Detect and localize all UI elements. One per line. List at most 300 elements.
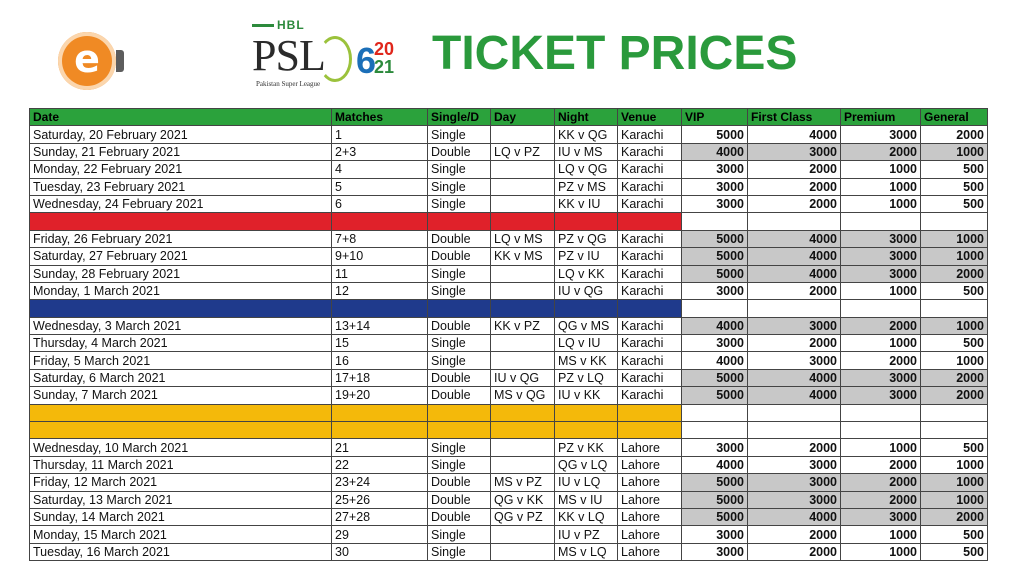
table-row [30,456,988,473]
table-cell: 3000 [841,230,921,247]
table-row [30,195,988,212]
table-cell: PZ v MS [555,178,618,195]
table-cell: 3000 [748,456,841,473]
table-cell: Karachi [618,369,682,386]
table-cell: 1000 [921,143,988,160]
table-cell: IU v QG [491,369,555,386]
table-cell: Sunday, 21 February 2021 [30,143,332,160]
table-row [30,526,988,543]
separator-cell [618,422,682,439]
table-cell: Double [428,387,491,404]
psl-wordmark: PSL [252,31,325,80]
table-cell: Double [428,248,491,265]
table-cell: Tuesday, 23 February 2021 [30,178,332,195]
table-cell: KK v LQ [555,508,618,525]
separator-cell [428,213,491,230]
table-row [30,491,988,508]
table-cell: 4000 [748,126,841,143]
table-cell: 500 [921,161,988,178]
table-cell: 1000 [921,352,988,369]
separator-cell [332,300,428,317]
table-row [30,387,988,404]
separator-cell [618,404,682,421]
table-cell: Karachi [618,161,682,178]
separator-row [30,213,988,230]
table-cell: 3000 [682,526,748,543]
table-cell: 3000 [841,248,921,265]
table-cell: 2000 [841,143,921,160]
table-cell: Single [428,195,491,212]
table-cell [491,526,555,543]
table-cell: 9+10 [332,248,428,265]
table-cell: 2000 [748,439,841,456]
psl-cricket-icon [318,36,352,82]
separator-cell [332,422,428,439]
table-body [30,126,988,561]
table-cell: Sunday, 7 March 2021 [30,387,332,404]
table-cell: 3000 [841,126,921,143]
table-cell: MS v QG [491,387,555,404]
season-year-top: 20 [374,39,395,59]
table-cell: 1000 [841,161,921,178]
table-cell: Saturday, 20 February 2021 [30,126,332,143]
table-cell: 3000 [841,508,921,525]
separator-cell [748,422,841,439]
table-cell: 1000 [841,526,921,543]
table-cell: 500 [921,195,988,212]
table-cell: Sunday, 28 February 2021 [30,265,332,282]
table-cell: 25+26 [332,491,428,508]
table-cell: 12 [332,282,428,299]
table-cell: IU v PZ [555,526,618,543]
table-cell: Saturday, 6 March 2021 [30,369,332,386]
table-cell: Single [428,126,491,143]
table-cell: PZ v LQ [555,369,618,386]
table-cell: Sunday, 14 March 2021 [30,508,332,525]
separator-cell [921,300,988,317]
separator-cell [921,213,988,230]
table-cell: 4000 [748,248,841,265]
season-number: 6 [356,40,377,81]
table-cell: 4000 [682,456,748,473]
table-row [30,161,988,178]
table-cell: 500 [921,335,988,352]
season-year-bottom: 21 [374,57,395,77]
table-cell: 1000 [921,456,988,473]
table-cell: 5000 [682,508,748,525]
table-cell: MS v KK [555,352,618,369]
separator-cell [491,404,555,421]
table-cell: QG v LQ [555,456,618,473]
season-year [374,40,394,76]
separator-cell [428,300,491,317]
table-cell: LQ v MS [491,230,555,247]
table-cell: Karachi [618,335,682,352]
table-cell: 5000 [682,126,748,143]
table-cell: 2000 [841,491,921,508]
table-cell: 4000 [682,317,748,334]
table-cell: 500 [921,439,988,456]
table-row [30,265,988,282]
table-cell: 5000 [682,369,748,386]
table-cell: Saturday, 27 February 2021 [30,248,332,265]
table-cell: 3000 [748,491,841,508]
table-cell: IU v KK [555,387,618,404]
brand-logo-letter: e [74,37,100,81]
table-cell: Monday, 22 February 2021 [30,161,332,178]
separator-cell [682,422,748,439]
table-cell: Single [428,543,491,560]
separator-cell [682,404,748,421]
table-cell: Karachi [618,143,682,160]
table-cell: Wednesday, 24 February 2021 [30,195,332,212]
table-cell: Lahore [618,439,682,456]
column-header: Matches [332,109,428,126]
table-cell: 500 [921,282,988,299]
table-cell: 5000 [682,230,748,247]
table-cell: QG v MS [555,317,618,334]
table-cell [491,352,555,369]
table-cell: 1000 [921,230,988,247]
table-cell: IU v MS [555,143,618,160]
ticket-price-table [29,108,988,561]
column-header: Day [491,109,555,126]
table-cell: Single [428,456,491,473]
table-cell: Karachi [618,282,682,299]
hbl-psl-logo [252,18,412,96]
table-cell: 3000 [748,352,841,369]
table-cell: Double [428,508,491,525]
table-cell: 3000 [682,195,748,212]
table-cell: 1000 [841,282,921,299]
separator-cell [30,404,332,421]
table-cell: QG v KK [491,491,555,508]
table-cell: 2000 [748,526,841,543]
separator-cell [332,404,428,421]
table-cell: 2000 [921,126,988,143]
table-cell: 17+18 [332,369,428,386]
separator-cell [841,300,921,317]
table-cell: 2000 [748,161,841,178]
table-cell: Single [428,161,491,178]
table-cell: 23+24 [332,474,428,491]
column-header: Venue [618,109,682,126]
separator-row [30,404,988,421]
brand-logo [58,32,116,90]
table-cell: 30 [332,543,428,560]
table-cell: KK v IU [555,195,618,212]
table-cell: 3000 [841,369,921,386]
table-cell: MS v LQ [555,543,618,560]
column-header: Date [30,109,332,126]
separator-row [30,300,988,317]
table-cell [491,335,555,352]
column-header: First Class [748,109,841,126]
table-cell: 2000 [841,474,921,491]
table-cell: 5000 [682,387,748,404]
separator-cell [30,213,332,230]
table-cell [491,543,555,560]
table-cell: KK v QG [555,126,618,143]
separator-cell [921,404,988,421]
table-cell: 5 [332,178,428,195]
table-cell: Single [428,352,491,369]
table-cell: 1000 [841,178,921,195]
table-cell: 3000 [748,474,841,491]
table-cell: 1000 [841,543,921,560]
separator-cell [555,213,618,230]
table-cell: QG v PZ [491,508,555,525]
table-cell: Karachi [618,317,682,334]
table-cell: 1000 [921,317,988,334]
table-cell: 15 [332,335,428,352]
table-cell: Friday, 12 March 2021 [30,474,332,491]
table-row [30,352,988,369]
table-cell: 4000 [748,508,841,525]
column-header: VIP [682,109,748,126]
column-header: Night [555,109,618,126]
hbl-label: HBL [252,18,305,32]
separator-cell [921,422,988,439]
table-cell: Double [428,491,491,508]
table-cell: Karachi [618,352,682,369]
table-cell: 500 [921,178,988,195]
table-cell: Double [428,474,491,491]
table-cell: MS v PZ [491,474,555,491]
table-cell [491,282,555,299]
table-cell: 27+28 [332,508,428,525]
table-cell: Karachi [618,126,682,143]
table-cell [491,456,555,473]
table-cell: 2000 [748,543,841,560]
separator-cell [30,300,332,317]
table-cell: Tuesday, 16 March 2021 [30,543,332,560]
table-cell: Wednesday, 10 March 2021 [30,439,332,456]
table-cell: Thursday, 11 March 2021 [30,456,332,473]
table-cell: 5000 [682,491,748,508]
table-cell: 3000 [748,143,841,160]
table-row [30,248,988,265]
table-cell: 3000 [841,387,921,404]
table-row [30,543,988,560]
table-cell: KK v MS [491,248,555,265]
table-cell [491,178,555,195]
table-cell: 1000 [921,491,988,508]
table-cell: 3000 [682,178,748,195]
table-cell: IU v QG [555,282,618,299]
separator-cell [682,213,748,230]
table-cell: 3000 [682,282,748,299]
table-cell: 1000 [921,474,988,491]
table-cell: 29 [332,526,428,543]
table-cell: Karachi [618,387,682,404]
table-cell: Lahore [618,526,682,543]
table-row [30,474,988,491]
table-cell: LQ v QG [555,161,618,178]
table-cell: 4000 [748,230,841,247]
table-cell: 2000 [841,317,921,334]
separator-cell [618,213,682,230]
table-cell: Friday, 5 March 2021 [30,352,332,369]
separator-cell [748,213,841,230]
table-cell: Double [428,230,491,247]
separator-cell [30,422,332,439]
table-cell: MS v IU [555,491,618,508]
table-cell: Karachi [618,195,682,212]
table-cell: 500 [921,526,988,543]
table-cell: IU v LQ [555,474,618,491]
table-cell: 4000 [682,143,748,160]
table-cell: 3000 [682,543,748,560]
table-cell: LQ v IU [555,335,618,352]
separator-cell [332,213,428,230]
table-row [30,439,988,456]
table-cell: Monday, 1 March 2021 [30,282,332,299]
table-cell: KK v PZ [491,317,555,334]
table-cell: Double [428,369,491,386]
table-cell: 4000 [682,352,748,369]
table-cell: 1000 [841,195,921,212]
table-row [30,143,988,160]
table-cell: 2000 [921,508,988,525]
table-cell: 4000 [748,387,841,404]
table-cell: Lahore [618,508,682,525]
table-cell: 2000 [748,335,841,352]
table-cell: Monday, 15 March 2021 [30,526,332,543]
table-cell: PZ v IU [555,248,618,265]
table-cell: 1 [332,126,428,143]
table-cell: 3000 [682,439,748,456]
table-cell: Double [428,317,491,334]
table-cell: Lahore [618,474,682,491]
table-cell: Friday, 26 February 2021 [30,230,332,247]
table-cell: 5000 [682,265,748,282]
table-cell: 2000 [748,195,841,212]
table-cell: 3000 [748,317,841,334]
table-cell: 1000 [841,335,921,352]
table-cell: 7+8 [332,230,428,247]
separator-cell [841,213,921,230]
separator-cell [491,213,555,230]
table-row [30,126,988,143]
table-row [30,508,988,525]
table-cell: Single [428,282,491,299]
table-cell: LQ v PZ [491,143,555,160]
table-cell: Karachi [618,178,682,195]
table-cell: Lahore [618,543,682,560]
table-cell: 1000 [841,439,921,456]
separator-cell [841,422,921,439]
table-cell: Wednesday, 3 March 2021 [30,317,332,334]
table-row [30,317,988,334]
table-cell: Single [428,178,491,195]
separator-cell [748,300,841,317]
table-cell [491,195,555,212]
column-header: Single/D [428,109,491,126]
table-cell: 3000 [682,161,748,178]
table-header-row [30,109,988,126]
table-cell: Saturday, 13 March 2021 [30,491,332,508]
table-cell: 1000 [921,248,988,265]
table-row [30,282,988,299]
column-header: General [921,109,988,126]
psl-subtitle: Pakistan Super League [256,80,321,88]
table-cell: Karachi [618,230,682,247]
table-cell: 2000 [841,352,921,369]
table-cell: 2000 [921,369,988,386]
table-cell: PZ v QG [555,230,618,247]
table-cell: 2+3 [332,143,428,160]
table-cell: 2000 [748,178,841,195]
table-cell: 13+14 [332,317,428,334]
table-cell: 5000 [682,474,748,491]
table-cell: LQ v KK [555,265,618,282]
separator-cell [748,404,841,421]
table-cell: 4000 [748,369,841,386]
table-cell: 3000 [841,265,921,282]
table-cell: 4 [332,161,428,178]
column-header: Premium [841,109,921,126]
table-cell: Lahore [618,456,682,473]
table-cell: Karachi [618,248,682,265]
table-cell: 22 [332,456,428,473]
table-cell: Karachi [618,265,682,282]
table-cell [491,126,555,143]
table-cell [491,265,555,282]
table-cell [491,161,555,178]
separator-row [30,422,988,439]
table-row [30,230,988,247]
separator-cell [491,300,555,317]
separator-cell [555,404,618,421]
table-cell: Single [428,526,491,543]
table-row [30,369,988,386]
table-cell: Single [428,439,491,456]
table-cell: 2000 [921,387,988,404]
table-cell: Single [428,265,491,282]
table-cell: 6 [332,195,428,212]
table-cell: 2000 [921,265,988,282]
separator-cell [491,422,555,439]
separator-cell [428,422,491,439]
separator-cell [428,404,491,421]
table-cell: 5000 [682,248,748,265]
table-row [30,178,988,195]
table-cell: 19+20 [332,387,428,404]
table-cell: Double [428,143,491,160]
table-cell: 3000 [682,335,748,352]
table-cell: PZ v KK [555,439,618,456]
table-cell: 21 [332,439,428,456]
table-cell: 2000 [841,456,921,473]
table-cell: 500 [921,543,988,560]
table-cell: 4000 [748,265,841,282]
table-row [30,335,988,352]
table-cell: 11 [332,265,428,282]
table-cell: Single [428,335,491,352]
page-title: TICKET PRICES [432,27,798,80]
separator-cell [682,300,748,317]
table-cell: 2000 [748,282,841,299]
separator-cell [555,422,618,439]
table-cell: Thursday, 4 March 2021 [30,335,332,352]
separator-cell [555,300,618,317]
separator-cell [841,404,921,421]
table-cell: 16 [332,352,428,369]
table-cell: Lahore [618,491,682,508]
separator-cell [618,300,682,317]
table-cell [491,439,555,456]
